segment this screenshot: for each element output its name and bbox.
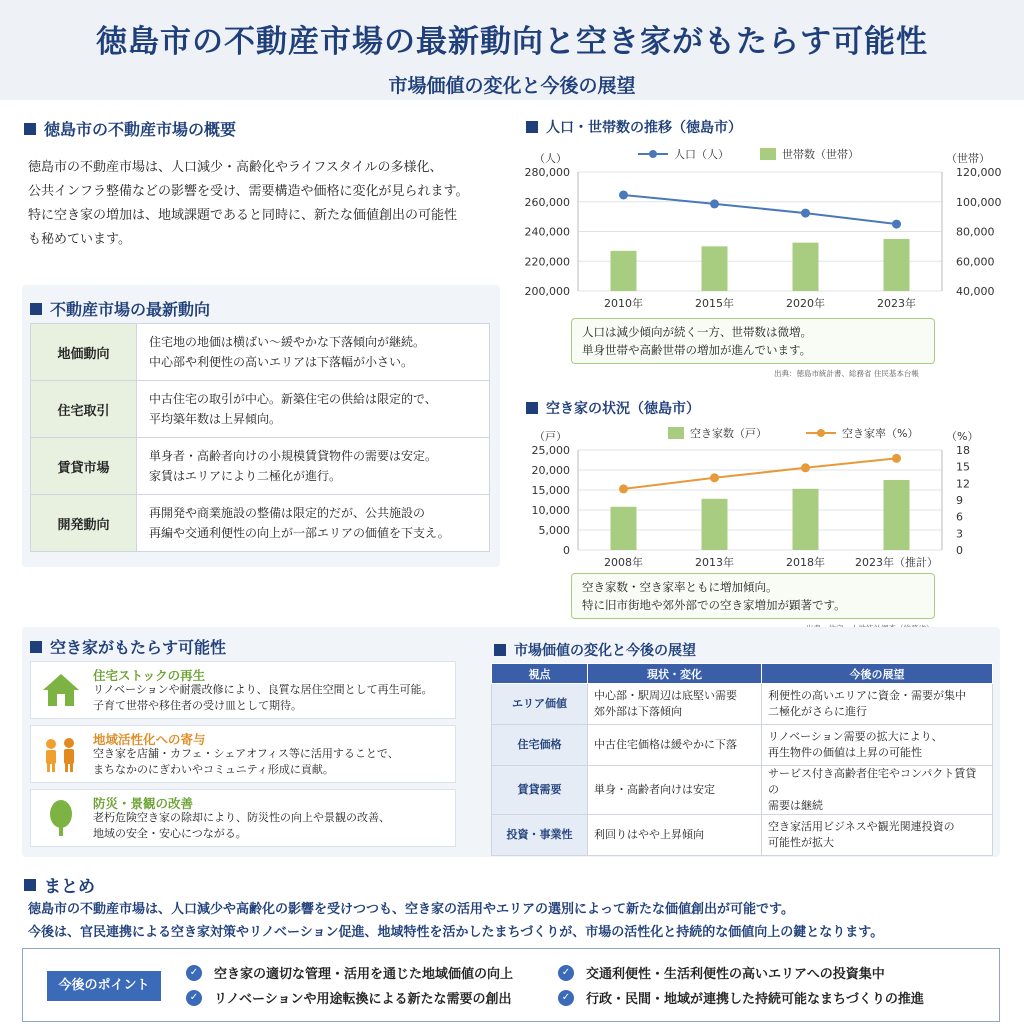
- market-heading: [494, 640, 696, 660]
- bar: [884, 239, 910, 291]
- market-current: 単身・高齢者向けは安定: [588, 766, 762, 815]
- bar: [611, 507, 637, 550]
- overview-line: も秘めています。: [28, 232, 131, 247]
- possibility-item-title: 住宅ストックの再生: [93, 668, 206, 683]
- check-icon: ✓: [558, 990, 574, 1006]
- possibility-heading: [30, 635, 226, 658]
- trend-label: 地価動向: [31, 324, 137, 381]
- square-bullet-icon: [30, 303, 42, 315]
- key-point: ✓ 行政・民間・地域が連携した持続可能なまちづくりの推進: [558, 988, 924, 1007]
- square-bullet-icon: [494, 644, 506, 656]
- legend-bar-swatch: [760, 148, 776, 160]
- column-header: 視点: [492, 664, 588, 684]
- possibility-item-title: 地域活性化への寄与: [93, 732, 206, 747]
- bar: [884, 480, 910, 550]
- market-current: 中古住宅価格は緩やかに下落: [588, 725, 762, 766]
- left-tick-label: 240,000: [524, 225, 570, 239]
- page-title: 徳島市の不動産市場の最新動向と空き家がもたらす可能性: [96, 24, 928, 60]
- possibility-item-text: 老朽危険空き家の除却により、防災性の向上や景観の改善、 地域の安全・安心につながる。: [93, 811, 390, 840]
- possibility-item-title: 防災・景観の改善: [93, 796, 194, 811]
- market-future: 空き家活用ビジネスや観光関連投資の 可能性が拡大: [762, 815, 993, 856]
- left-tick-label: 220,000: [524, 255, 570, 269]
- right-tick-label: 0: [956, 544, 963, 557]
- x-tick-label: 2013年: [695, 556, 734, 569]
- square-bullet-icon: [526, 402, 538, 414]
- summary-title: まとめ: [44, 877, 95, 897]
- market-table: [491, 663, 993, 856]
- trend-value: 単身者・高齢者向けの小規模賃貸物件の需要は安定。 家賃はエリアにより二極化が進行。: [137, 438, 490, 495]
- vacancy-heading: [526, 398, 700, 418]
- data-point: [710, 199, 719, 208]
- possibility-item: [30, 661, 456, 719]
- summary-line: 徳島市の不動産市場は、人口減少や高齢化の影響を受けつつも、空き家の活用やエリアの選別によって新たな価値創出が可能です。: [28, 902, 794, 917]
- check-icon: ✓: [186, 990, 202, 1006]
- key-points-badge: 今後のポイント: [47, 971, 161, 1001]
- table-row: [492, 725, 993, 766]
- x-tick-label: 2015年: [695, 297, 734, 310]
- possibility-item: [30, 725, 456, 783]
- key-points-box: [22, 948, 1000, 1022]
- legend-bar-swatch: [668, 427, 684, 439]
- column-header: 今後の展望: [762, 664, 993, 684]
- page-subtitle: 市場価値の変化と今後の展望: [388, 75, 636, 97]
- column-header: 現状・変化: [588, 664, 762, 684]
- table-row: [31, 381, 490, 438]
- x-tick-label: 2008年: [604, 556, 643, 569]
- key-point: ✓ 空き家の適切な管理・活用を通じた地域価値の向上: [186, 963, 513, 982]
- left-tick-label: 20,000: [531, 464, 570, 477]
- right-axis-unit: （世帯）: [946, 152, 990, 165]
- left-tick-label: 25,000: [531, 444, 570, 457]
- market-label: 住宅価格: [492, 725, 588, 766]
- market-future: 利便性の高いエリアに資金・需要が集中 二極化がさらに進行: [762, 684, 993, 725]
- left-tick-label: 260,000: [524, 195, 570, 209]
- trend-label: 開発動向: [31, 495, 137, 552]
- table-row: [492, 815, 993, 856]
- x-tick-label: 2023年（推計）: [855, 556, 938, 569]
- left-tick-label: 200,000: [524, 285, 570, 298]
- market-current: 利回りはやや上昇傾向: [588, 815, 762, 856]
- x-tick-label: 2020年: [786, 297, 825, 310]
- population-chart: [510, 140, 1010, 315]
- vacancy-note: 空き家数・空き家率ともに増加傾向。 特に旧市街地や郊外部での空き家増加が顕著です。: [571, 573, 935, 619]
- population-note: 人口は減少傾向が続く一方、世帯数は微増。 単身世帯や高齢世帯の増加が進んでいます。: [571, 318, 935, 364]
- right-tick-label: 80,000: [956, 225, 995, 239]
- possibility-item-text: 空き家を店舗・カフェ・シェアオフィス等に活用することで、 まちなかのにぎわいやコミュニティ形成に貢献。: [93, 747, 399, 776]
- right-tick-label: 9: [956, 494, 963, 507]
- trend-value: 再開発や商業施設の整備は限定的だが、公共施設の 再編や交通利便性の向上が一部エリアの価値を下支え。: [137, 495, 490, 552]
- table-row: [31, 438, 490, 495]
- table-row: [492, 766, 993, 815]
- right-tick-label: 3: [956, 527, 963, 541]
- bar: [702, 499, 728, 550]
- right-tick-label: 6: [956, 510, 963, 524]
- square-bullet-icon: [526, 121, 538, 133]
- tree-icon: [39, 796, 83, 840]
- vacancy-chart: [510, 420, 1010, 572]
- legend-point-swatch: [817, 429, 825, 437]
- overview-title: 徳島市の不動産市場の概要: [44, 120, 237, 139]
- legend-label: 人口（人）: [674, 148, 729, 161]
- possibility-item: [30, 789, 456, 847]
- data-point: [619, 190, 628, 199]
- bar: [793, 243, 819, 291]
- page-header: [0, 0, 1024, 100]
- right-tick-label: 18: [956, 444, 970, 457]
- left-tick-label: 15,000: [531, 484, 570, 497]
- x-tick-label: 2018年: [786, 556, 825, 569]
- table-row: [31, 324, 490, 381]
- check-icon: ✓: [558, 965, 574, 981]
- legend-label: 空き家率（%）: [842, 427, 919, 440]
- market-label: 投資・事業性: [492, 815, 588, 856]
- overview-text: [28, 156, 503, 252]
- x-tick-label: 2010年: [604, 297, 643, 310]
- data-point: [801, 463, 810, 472]
- left-tick-label: 10,000: [531, 504, 570, 517]
- square-bullet-icon: [30, 641, 42, 653]
- bar: [702, 246, 728, 291]
- people-icon: [39, 732, 83, 776]
- key-point: ✓ 交通利便性・生活利便性の高いエリアへの投資集中: [558, 963, 885, 982]
- trend-value: 中古住宅の取引が中心。新築住宅の供給は限定的で、 平均築年数は上昇傾向。: [137, 381, 490, 438]
- series-line: [624, 195, 897, 224]
- legend-label: 空き家数（戸）: [690, 427, 767, 440]
- trends-table: [30, 323, 490, 552]
- population-heading: [526, 117, 742, 137]
- possibility-title: 空き家がもたらす可能性: [50, 638, 227, 657]
- table-row: [492, 684, 993, 725]
- population-title: 人口・世帯数の推移（徳島市）: [546, 120, 742, 136]
- x-tick-label: 2023年: [877, 297, 916, 310]
- key-point: ✓ リノベーションや用途転換による新たな需要の創出: [186, 988, 511, 1007]
- legend-point-swatch: [649, 150, 657, 158]
- overview-line: 特に空き家の増加は、地域課題であると同時に、新たな価値創出の可能性: [28, 208, 458, 223]
- table-header-row: [492, 664, 993, 684]
- left-tick-label: 0: [563, 544, 570, 557]
- data-point: [710, 473, 719, 482]
- right-tick-label: 120,000: [956, 166, 1002, 179]
- right-axis-unit: （%）: [946, 430, 979, 443]
- summary-line: 今後は、官民連携による空き家対策やリノベーション促進、地域特性を活かしたまちづくりが、市場の活性化と持続的な価値向上の鍵となります。: [28, 925, 884, 940]
- right-tick-label: 100,000: [956, 195, 1002, 209]
- trends-heading: [30, 297, 210, 320]
- possibility-item-text: リノベーションや耐震改修により、良質な居住空間として再生可能。 子育て世帯や移住者の受け皿として期待。: [93, 683, 433, 712]
- data-point: [892, 220, 901, 229]
- population-source: 出典：徳島市統計書、総務省 住民基本台帳: [774, 369, 919, 378]
- overview-line: 公共インフラ整備などの影響を受け、需要構造や価格に変化が見られます。: [28, 184, 469, 199]
- data-point: [892, 454, 901, 463]
- left-tick-label: 5,000: [538, 524, 570, 537]
- right-tick-label: 40,000: [956, 285, 995, 298]
- bar: [793, 489, 819, 550]
- market-title: 市場価値の変化と今後の展望: [514, 643, 696, 659]
- trend-label: 住宅取引: [31, 381, 137, 438]
- series-line: [624, 458, 897, 489]
- summary-text: [28, 898, 1008, 944]
- overview-line: 徳島市の不動産市場は、人口減少・高齢化やライフスタイルの多様化、: [28, 160, 443, 175]
- trend-label: 賃貸市場: [31, 438, 137, 495]
- data-point: [801, 209, 810, 218]
- check-icon: ✓: [186, 965, 202, 981]
- legend-label: 世帯数（世帯）: [782, 148, 859, 161]
- market-label: 賃貸需要: [492, 766, 588, 815]
- left-tick-label: 280,000: [524, 166, 570, 179]
- right-tick-label: 12: [956, 477, 970, 491]
- left-axis-unit: （人）: [534, 152, 567, 165]
- market-future: サービス付き高齢者住宅やコンパクト賃貸の 需要は継続: [762, 766, 993, 815]
- right-tick-label: 60,000: [956, 255, 995, 269]
- square-bullet-icon: [24, 879, 36, 891]
- data-point: [619, 484, 628, 493]
- trends-title: 不動産市場の最新動向: [50, 300, 211, 319]
- house-icon: [39, 668, 83, 712]
- market-label: エリア価値: [492, 684, 588, 725]
- vacancy-title: 空き家の状況（徳島市）: [546, 401, 700, 417]
- table-row: [31, 495, 490, 552]
- trend-value: 住宅地の地価は横ばい～緩やかな下落傾向が継続。 中心部や利便性の高いエリアは下落幅が小さい。: [137, 324, 490, 381]
- summary-heading: [24, 872, 95, 897]
- overview-heading: [24, 117, 236, 140]
- square-bullet-icon: [24, 123, 36, 135]
- market-future: リノベーション需要の拡大により、 再生物件の価値は上昇の可能性: [762, 725, 993, 766]
- right-tick-label: 15: [956, 460, 970, 474]
- bar: [611, 251, 637, 291]
- market-current: 中心部・駅周辺は底堅い需要 郊外部は下落傾向: [588, 684, 762, 725]
- left-axis-unit: （戸）: [534, 430, 567, 443]
